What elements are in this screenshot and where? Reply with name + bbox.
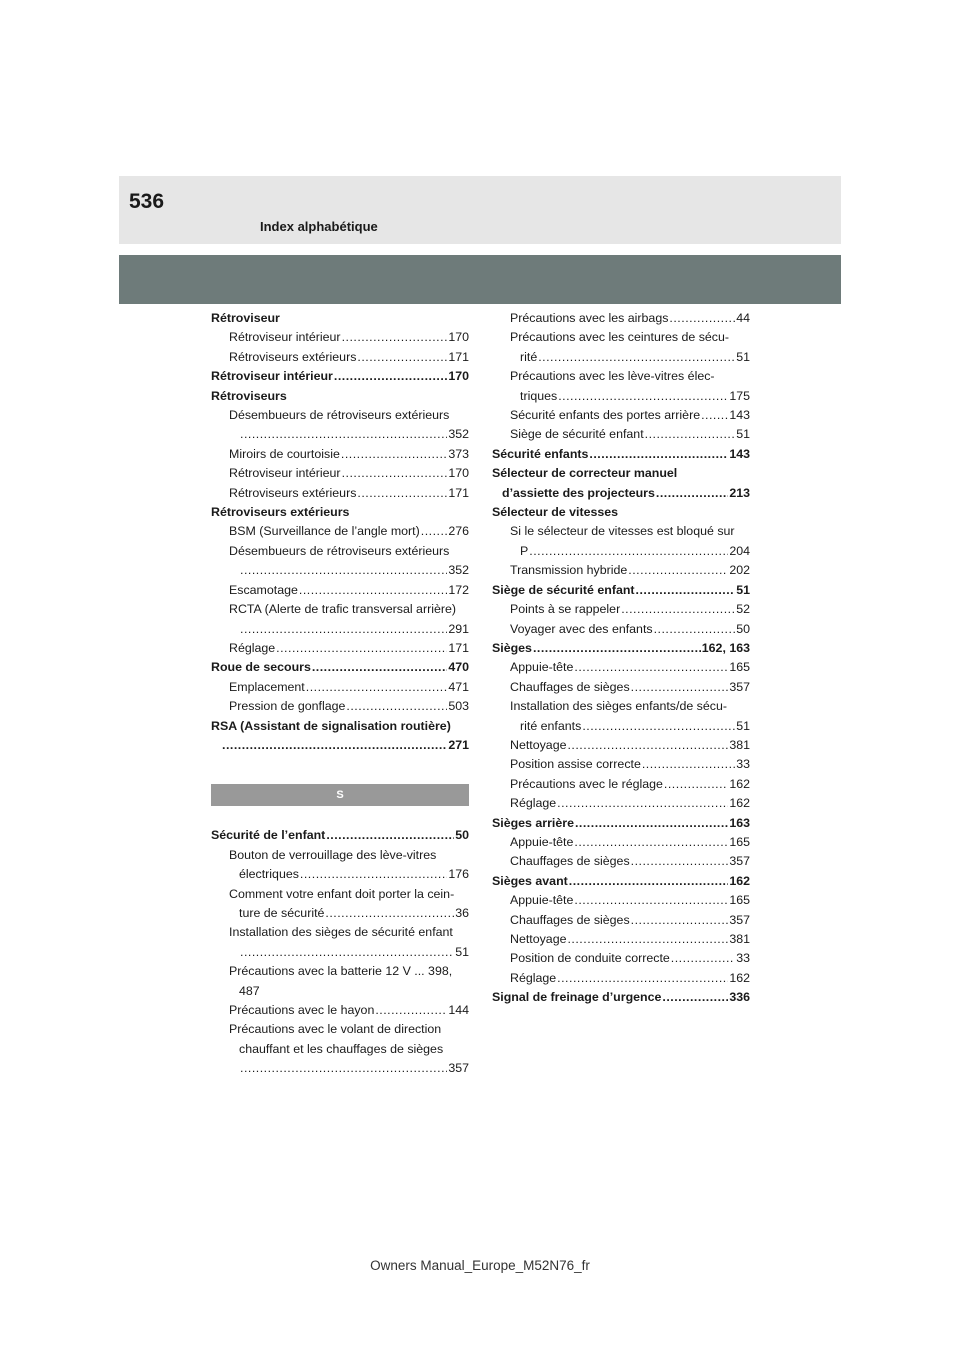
entry-page: 357	[729, 679, 750, 694]
entry-term: Sièges avant	[492, 873, 568, 888]
dot-leader	[533, 639, 701, 658]
dot-leader	[664, 775, 728, 794]
index-entry: Comment votre enfant doit porter la cein-	[229, 886, 455, 901]
entry-term: Transmission hybride	[510, 563, 628, 578]
index-entry	[211, 367, 469, 386]
dot-leader	[582, 717, 735, 736]
entry-term: Sécurité de l’enfant	[211, 828, 326, 843]
entry-page: 163	[729, 815, 750, 830]
index-entry	[211, 826, 469, 845]
entry-page: 171	[448, 349, 469, 364]
entry-term: Chauffages de sièges	[510, 679, 630, 694]
entry-page: 172	[448, 582, 469, 597]
dot-leader	[312, 658, 447, 677]
index-entry	[211, 581, 469, 600]
entry-page: 171	[448, 640, 469, 655]
dot-leader	[357, 348, 447, 367]
entry-term: Sièges	[492, 640, 532, 655]
index-entry: 487	[239, 983, 260, 998]
index-entry	[492, 930, 750, 949]
entry-term: Escamotage	[229, 582, 298, 597]
index-group-s	[211, 826, 469, 1078]
index-entry	[492, 387, 750, 406]
entry-page: 51	[736, 718, 750, 733]
index-entry	[211, 658, 469, 677]
entry-term: Chauffages de sièges	[510, 854, 630, 869]
index-entry: Précautions avec les lève-vitres élec-	[510, 369, 715, 384]
index-entry: RCTA (Alerte de trafic transversal arrière)	[229, 602, 456, 617]
dot-leader	[421, 522, 448, 541]
entry-term: Points à se rappeler	[510, 602, 621, 617]
dot-leader	[306, 678, 448, 697]
index-entry	[211, 348, 469, 367]
dot-leader	[662, 988, 728, 1007]
entry-page: 381	[729, 932, 750, 946]
dot-leader	[574, 891, 728, 910]
index-entry	[211, 1001, 469, 1020]
entry-term: Rétroviseurs extérieurs	[229, 485, 357, 500]
dot-leader	[342, 464, 448, 483]
entry-term: Précautions avec les airbags	[510, 311, 669, 325]
index-column-right	[492, 309, 750, 1008]
entry-term: électriques	[239, 867, 299, 882]
entry-page: 143	[729, 446, 750, 461]
entry-term: Réglage	[229, 640, 276, 655]
entry-term: Pression de gonflage	[229, 699, 346, 714]
dot-leader	[276, 639, 447, 658]
entry-page: 336	[729, 990, 750, 1005]
dot-leader	[567, 930, 728, 949]
entry-page: 352	[448, 563, 469, 578]
entry-page: 204	[729, 543, 750, 558]
entry-page: 50	[455, 828, 469, 843]
index-entry: Précautions avec la batterie 12 V ... 398,	[229, 964, 453, 979]
index-entry	[492, 794, 750, 813]
index-entry	[492, 872, 750, 891]
dot-leader	[357, 484, 447, 503]
dot-leader	[669, 309, 735, 328]
dot-leader	[326, 826, 454, 845]
entry-page: 33	[736, 757, 750, 772]
index-entry	[492, 911, 750, 930]
entry-page: 162	[729, 970, 750, 985]
entry-term: Nettoyage	[510, 737, 567, 752]
dot-leader	[300, 865, 447, 884]
index-entry	[492, 406, 750, 425]
index-entry	[492, 658, 750, 677]
dot-leader	[375, 1001, 447, 1020]
dot-leader	[240, 1059, 447, 1078]
index-entry: Sélecteur de correcteur manuel	[492, 466, 678, 481]
entry-term: P	[520, 543, 529, 558]
dot-leader	[701, 406, 728, 425]
entry-term: Position assise correcte	[510, 757, 641, 772]
entry-page: 165	[729, 893, 750, 908]
index-entry	[492, 639, 750, 658]
entry-page: 175	[729, 388, 750, 403]
entry-page: 470	[448, 660, 469, 675]
entry-page: 165	[729, 834, 750, 849]
entry-term: rité	[520, 349, 538, 364]
index-entry: Bouton de verrouillage des lève-vitres	[229, 847, 437, 862]
entry-term: Voyager avec des enfants	[510, 621, 653, 636]
entry-term: Signal de freinage d’urgence	[492, 990, 662, 1005]
dot-leader	[557, 794, 728, 813]
entry-term: Miroirs de courtoisie	[229, 446, 340, 461]
dot-leader	[538, 348, 735, 367]
index-entry: Désembueurs de rétroviseurs extérieurs	[229, 543, 450, 558]
dot-leader	[654, 620, 736, 639]
header-band	[119, 255, 841, 304]
entry-page: 33	[736, 951, 750, 966]
dot-leader	[575, 814, 728, 833]
entry-term: Nettoyage	[510, 932, 567, 946]
entry-page: 50	[736, 621, 750, 636]
entry-page: 213	[729, 485, 750, 500]
entry-term: Sécurité enfants des portes arrière	[510, 408, 701, 423]
entry-page: 51	[736, 349, 750, 364]
index-group-s-continued	[492, 309, 750, 1008]
entry-term: Appuie-tête	[510, 834, 574, 849]
entry-term: ture de sécurité	[239, 905, 325, 920]
entry-page: 144	[448, 1003, 469, 1017]
entry-page: 357	[448, 1061, 469, 1076]
entry-page: 143	[729, 408, 750, 423]
index-entry	[211, 561, 469, 580]
entry-page: 162	[729, 796, 750, 811]
entry-term: Rétroviseurs extérieurs	[229, 349, 357, 364]
dot-leader	[334, 367, 447, 386]
index-entry	[211, 484, 469, 503]
entry-page: 171	[448, 485, 469, 500]
entry-page: 170	[448, 330, 469, 345]
index-entry	[492, 755, 750, 774]
index-column-left	[211, 309, 469, 1079]
index-entry	[211, 425, 469, 444]
index-entry	[492, 620, 750, 639]
entry-term: Roue de secours	[211, 660, 311, 675]
entry-page: 170	[448, 369, 469, 384]
index-entry	[211, 943, 469, 962]
dot-leader	[341, 445, 447, 464]
dot-leader	[529, 542, 728, 561]
index-entry	[211, 697, 469, 716]
header-title: Index alphabétique	[260, 219, 378, 234]
index-entry	[211, 678, 469, 697]
index-entry	[492, 852, 750, 871]
index-entry	[492, 600, 750, 619]
index-group-r	[211, 309, 469, 755]
entry-term: triques	[520, 388, 558, 403]
dot-leader	[628, 561, 728, 580]
entry-page: 503	[448, 699, 469, 714]
index-entry	[492, 678, 750, 697]
index-entry	[211, 522, 469, 541]
dot-leader	[656, 484, 728, 503]
entry-term: Sécurité enfants	[492, 446, 589, 461]
dot-leader	[589, 445, 728, 464]
dot-leader	[671, 949, 735, 968]
entry-term: Rétroviseur intérieur	[211, 369, 333, 384]
dot-leader	[240, 425, 447, 444]
index-entry	[492, 969, 750, 988]
dot-leader	[222, 736, 447, 755]
entry-page: 51	[455, 944, 469, 959]
entry-page: 52	[736, 602, 750, 617]
entry-page: 271	[448, 737, 469, 752]
index-entry	[211, 1059, 469, 1078]
entry-page: 471	[448, 679, 469, 694]
page-header	[119, 176, 841, 244]
section-letter-bar: S	[211, 784, 469, 806]
dot-leader	[645, 425, 736, 444]
index-entry: Désembueurs de rétroviseurs extérieurs	[229, 408, 450, 423]
entry-term: Réglage	[510, 796, 557, 811]
index-entry	[492, 445, 750, 464]
entry-page: 36	[455, 905, 469, 920]
index-entry	[492, 581, 750, 600]
entry-page: 170	[448, 466, 469, 481]
dot-leader	[631, 911, 729, 930]
dot-leader	[574, 658, 728, 677]
entry-term: Siège de sécurité enfant	[510, 427, 644, 442]
entry-page: 162	[729, 776, 750, 791]
entry-term: Appuie-tête	[510, 660, 574, 675]
index-entry: Rétroviseur	[211, 311, 280, 325]
index-entry	[492, 561, 750, 580]
dot-leader	[642, 755, 735, 774]
entry-page: 276	[448, 524, 469, 539]
dot-leader	[558, 387, 728, 406]
index-entry	[492, 833, 750, 852]
index-entry	[211, 328, 469, 347]
entry-term: Siège de sécurité enfant	[492, 582, 635, 597]
entry-term: Précautions avec le hayon	[229, 1003, 375, 1017]
index-entry	[492, 949, 750, 968]
entry-page: 162, 163	[701, 640, 750, 655]
footer-text: Owners Manual_Europe_M52N76_fr	[370, 1258, 590, 1273]
index-entry	[211, 865, 469, 884]
dot-leader	[240, 943, 454, 962]
entry-term: BSM (Surveillance de l’angle mort)	[229, 524, 420, 539]
entry-page: 381	[729, 737, 750, 752]
dot-leader	[636, 581, 736, 600]
entry-page: 291	[448, 621, 469, 636]
dot-leader	[240, 620, 447, 639]
entry-term: Sièges arrière	[492, 815, 574, 830]
index-entry	[492, 988, 750, 1007]
page-number: 536	[129, 190, 165, 213]
entry-page: 202	[729, 563, 750, 578]
index-entry	[492, 425, 750, 444]
dot-leader	[631, 678, 729, 697]
index-entry	[211, 620, 469, 639]
index-entry	[211, 445, 469, 464]
dot-leader	[631, 852, 729, 871]
entry-term: Chauffages de sièges	[510, 912, 630, 927]
entry-term: rité enfants	[520, 718, 582, 733]
entry-term: Rétroviseur intérieur	[229, 466, 341, 481]
entry-term: Rétroviseur intérieur	[229, 330, 341, 345]
dot-leader	[240, 561, 447, 580]
dot-leader	[346, 697, 447, 716]
entry-page: 165	[729, 660, 750, 675]
entry-page: 51	[736, 427, 750, 442]
entry-term: Précautions avec le réglage	[510, 776, 663, 791]
index-entry	[492, 775, 750, 794]
index-entry	[492, 309, 750, 328]
index-entry: Rétroviseurs	[211, 388, 287, 403]
entry-page: 357	[729, 854, 750, 869]
dot-leader	[342, 328, 448, 347]
index-entry	[492, 891, 750, 910]
entry-page: 352	[448, 427, 469, 442]
dot-leader	[569, 872, 729, 891]
entry-page: 51	[736, 582, 750, 597]
index-entry: Précautions avec le volant de direction	[229, 1022, 442, 1037]
dot-leader	[574, 833, 728, 852]
index-entry: Rétroviseurs extérieurs	[211, 505, 350, 520]
dot-leader	[557, 969, 728, 988]
index-entry: Précautions avec les ceintures de sécu-	[510, 330, 730, 345]
entry-term: Appuie-tête	[510, 893, 574, 908]
dot-leader	[325, 904, 454, 923]
entry-page: 176	[448, 867, 469, 882]
index-entry	[492, 542, 750, 561]
entry-page: 162	[729, 873, 750, 888]
index-entry	[211, 904, 469, 923]
index-entry: chauffant et les chauffages de sièges	[239, 1041, 444, 1056]
index-entry: Sélecteur de vitesses	[492, 505, 619, 520]
dot-leader	[567, 736, 728, 755]
index-entry: Installation des sièges de sécurité enfant	[229, 925, 453, 940]
index-entry	[492, 484, 750, 503]
dot-leader	[621, 600, 735, 619]
dot-leader	[299, 581, 447, 600]
index-entry	[211, 736, 469, 755]
index-entry	[211, 464, 469, 483]
entry-page: 357	[729, 912, 750, 927]
index-entry: Si le sélecteur de vitesses est bloqué sur	[510, 524, 735, 539]
index-entry	[211, 639, 469, 658]
index-entry	[492, 814, 750, 833]
index-entry	[492, 348, 750, 367]
entry-term: Position de conduite correcte	[510, 951, 670, 966]
entry-page: 373	[448, 446, 469, 461]
entry-term: Réglage	[510, 970, 557, 985]
index-entry	[492, 717, 750, 736]
entry-term: d’assiette des projecteurs	[502, 485, 655, 500]
entry-term: Emplacement	[229, 679, 305, 694]
index-entry: RSA (Assistant de signalisation routière)	[211, 718, 451, 733]
entry-page: 44	[736, 311, 750, 325]
index-entry	[492, 736, 750, 755]
index-entry: Installation des sièges enfants/de sécu-	[510, 699, 727, 714]
